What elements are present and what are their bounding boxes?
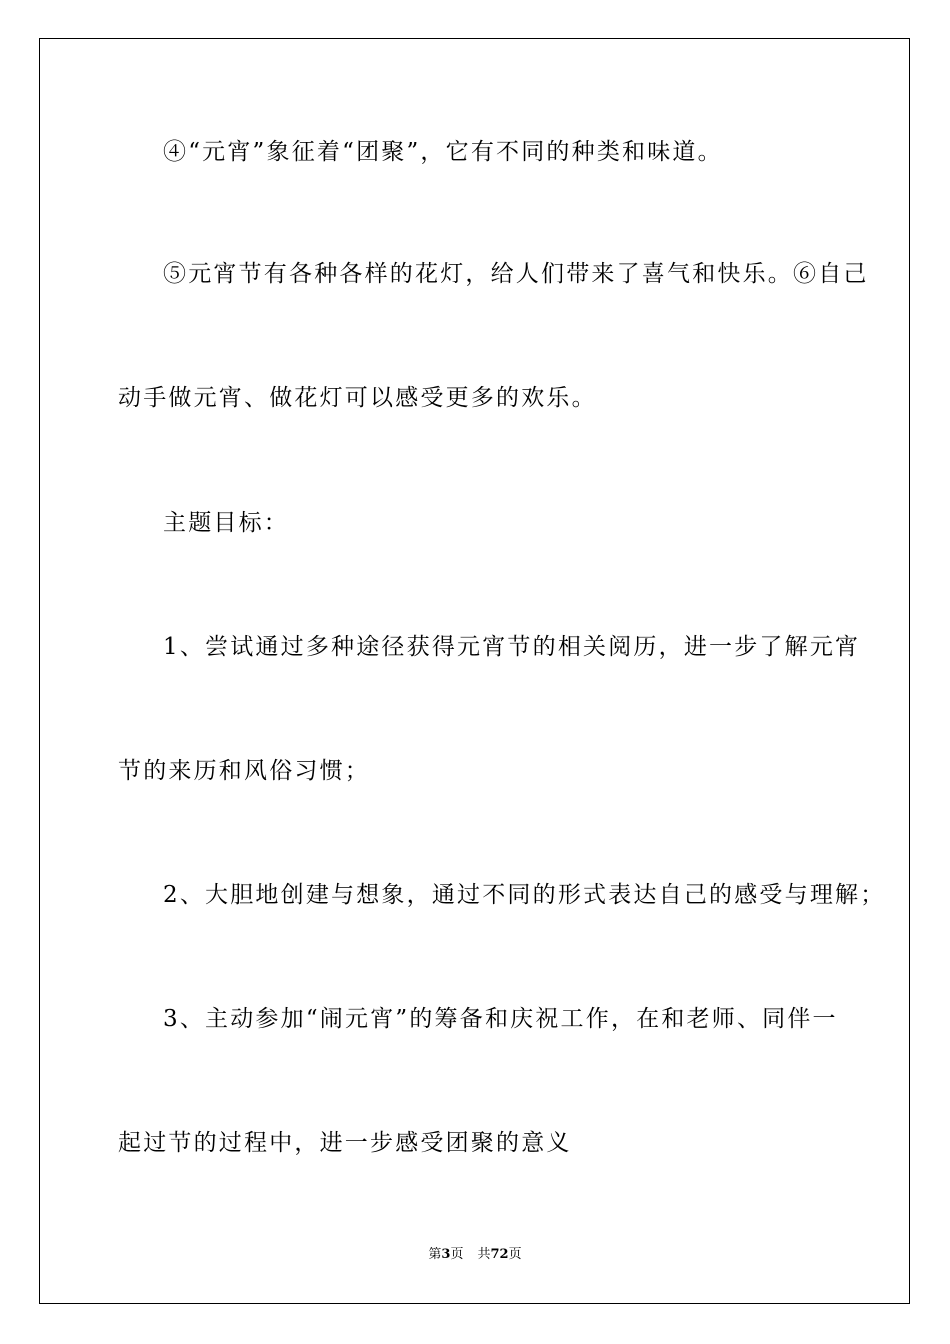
goal-3-line-2: 起过节的过程中，进一步感受团聚的意义 — [118, 1130, 572, 1156]
footer-page-number: 3 — [441, 1247, 451, 1262]
goal-1-line-2: 节的来历和风俗习惯； — [118, 758, 370, 784]
footer-total-pages: 72 — [490, 1247, 509, 1262]
goal-1-line-1: 1、尝试通过多种途径获得元宵节的相关阅历，进一步了解元宵 — [163, 634, 861, 660]
footer-page-prefix: 第 — [428, 1247, 442, 1262]
goal-3-line-1: 3、主动参加“闹元宵”的筹备和庆祝工作，在和老师、同伴一 — [163, 1006, 838, 1032]
footer-total-prefix: 共 — [477, 1247, 491, 1262]
paragraph-4-line-1: ④“元宵”象征着“团聚”，它有不同的种类和味道。 — [163, 139, 723, 165]
goal-2-line-1: 2、大胆地创建与想象，通过不同的形式表达自己的感受与理解； — [163, 882, 886, 908]
section-heading-theme-goals: 主题目标： — [163, 510, 289, 536]
page-footer — [0, 1246, 950, 1264]
footer-total-suffix: 页 — [508, 1247, 522, 1262]
page-border — [39, 38, 910, 1304]
paragraph-5-line-2: 动手做元宵、做花灯可以感受更多的欢乐。 — [118, 385, 597, 411]
paragraph-5-line-1: ⑤元宵节有各种各样的花灯，给人们带来了喜气和快乐。⑥自己 — [163, 261, 869, 287]
footer-page-suffix: 页 — [450, 1247, 464, 1262]
